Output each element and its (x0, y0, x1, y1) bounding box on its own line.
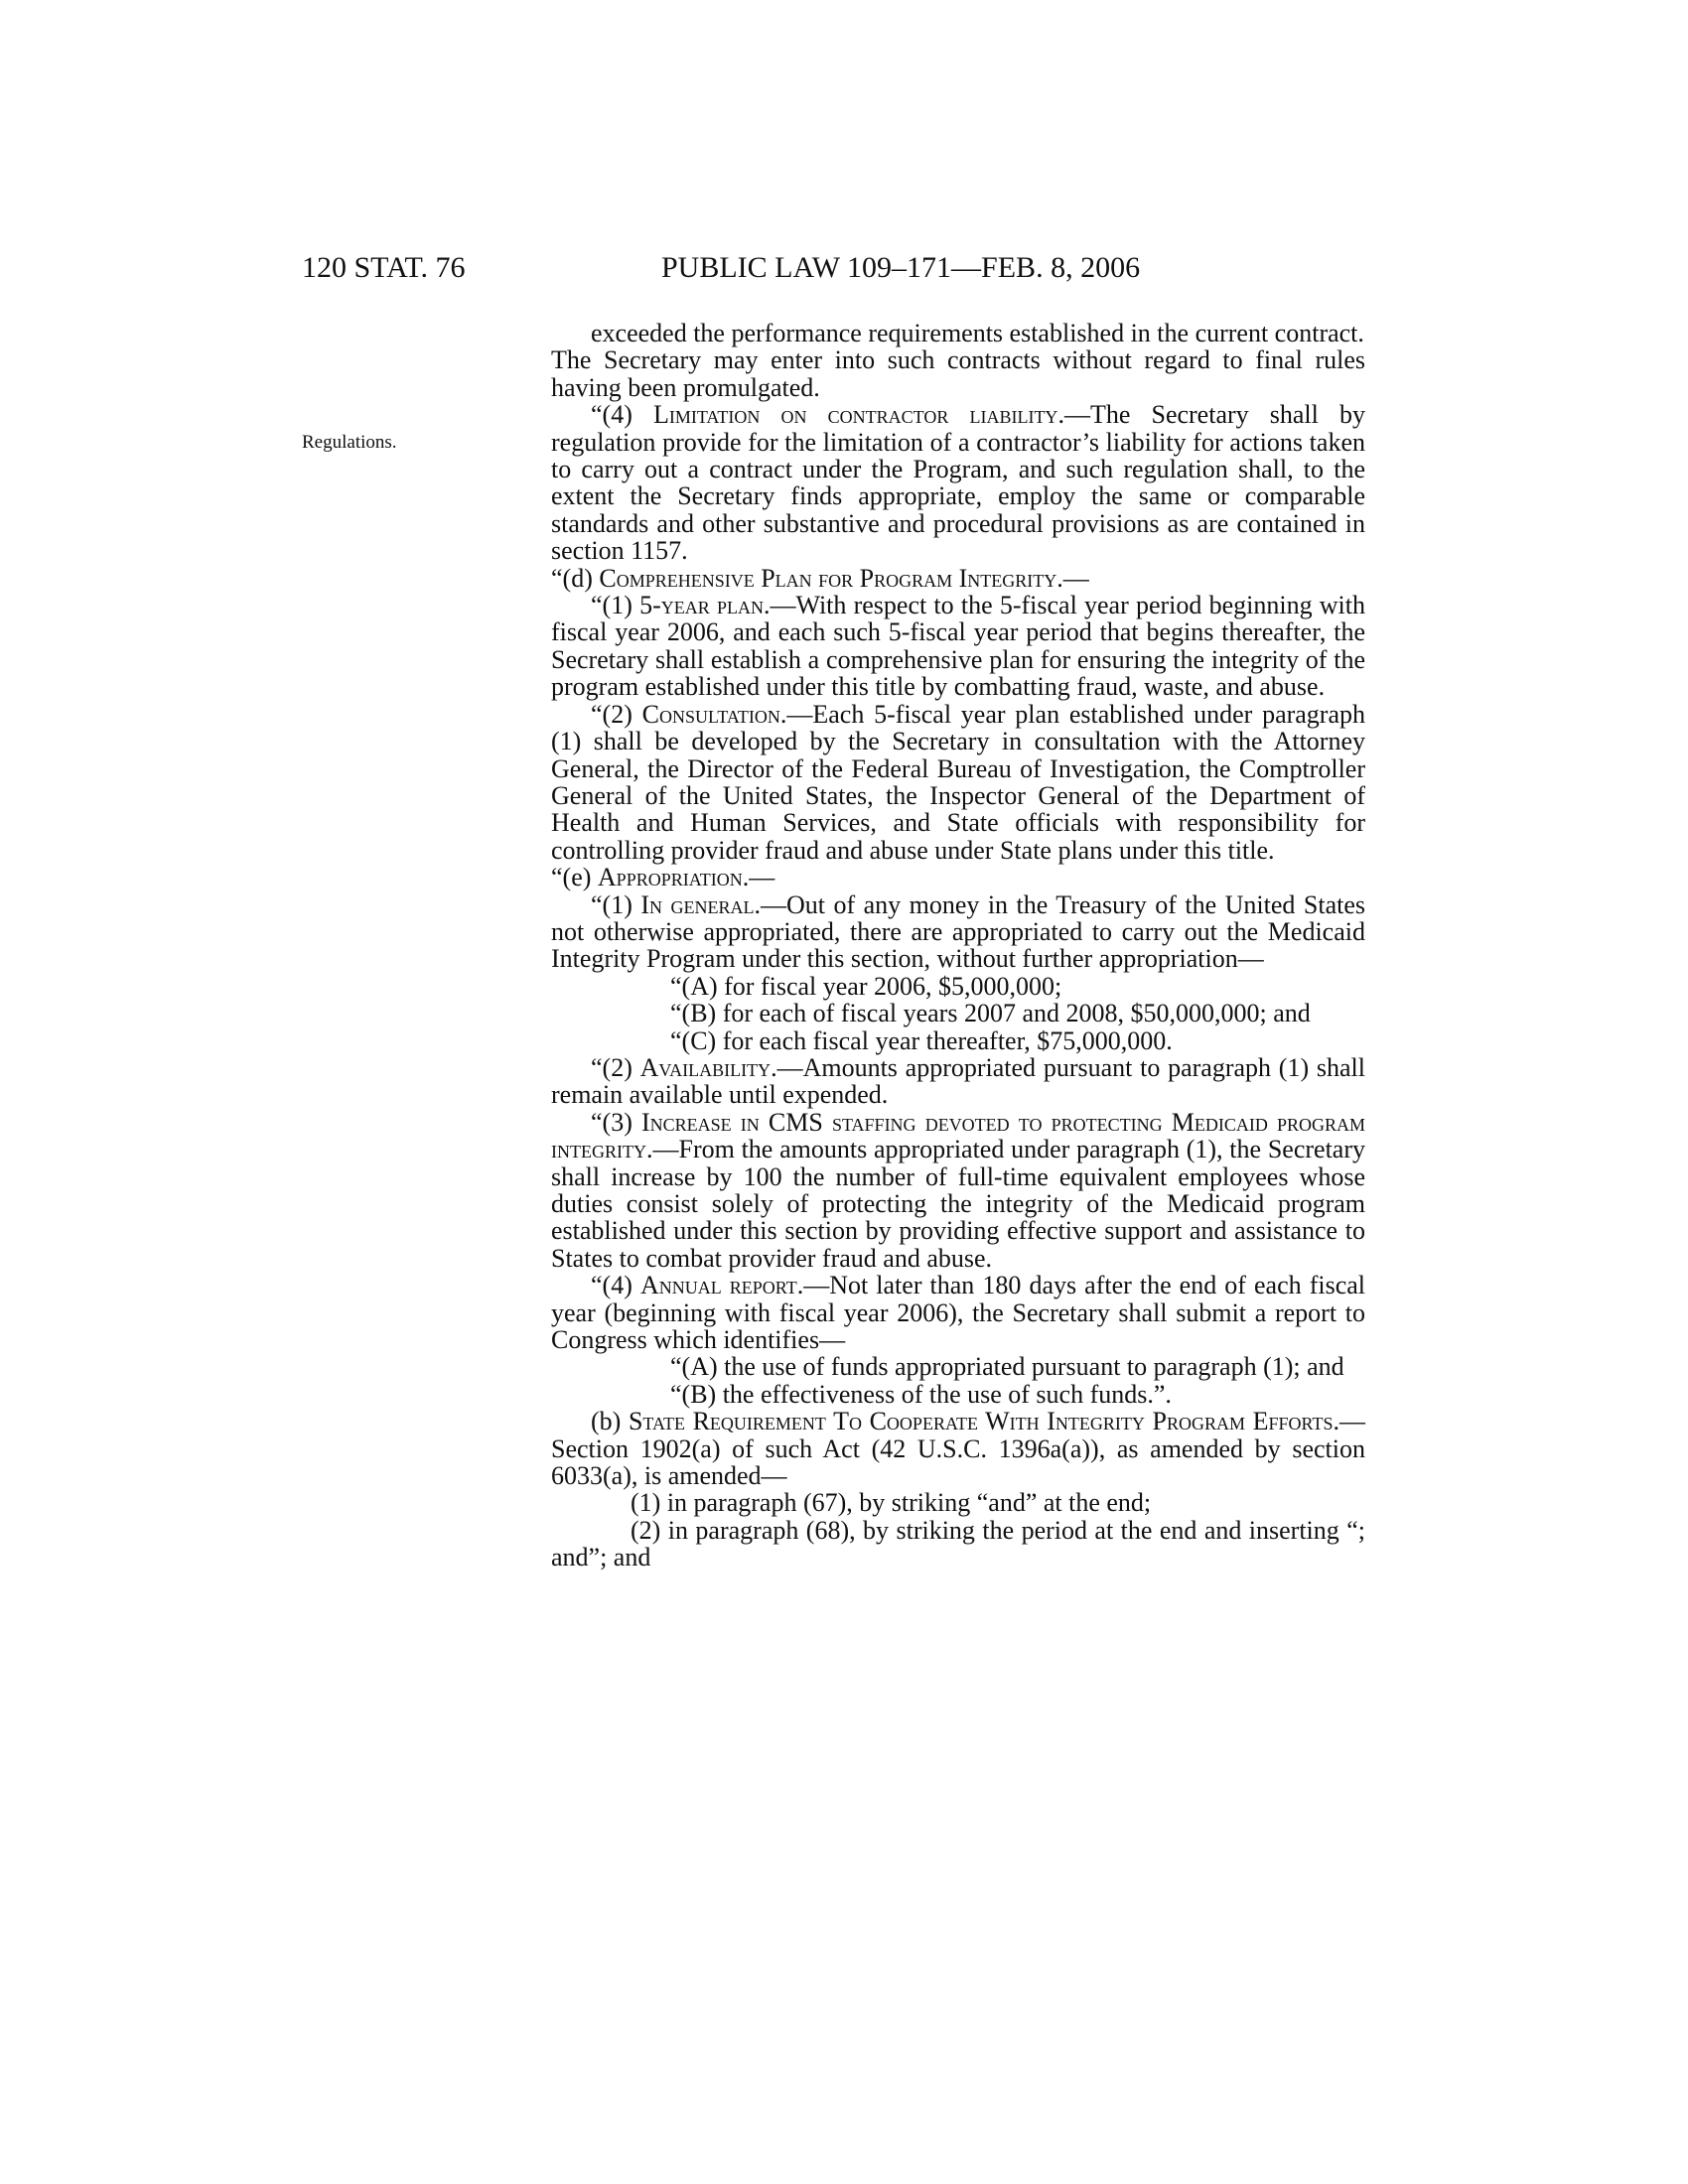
running-header: PUBLIC LAW 109–171—FEB. 8, 2006 (661, 251, 1141, 284)
paragraph-cms-staffing: “(3) Increase in CMS staffing devoted to protecting Medicaid program integrity.—From the amounts appropriated under paragraph (1), the Secretary shall increase by 100 the number of full-time equivalent employees whose duties consist solely of protecting the integrity of the Medicaid program established under this section by providing effective support and assistance to States to combat provider fraud and abuse. (551, 1107, 1366, 1273)
subsection-heading-e: “(e) Appropriation.— (551, 863, 775, 892)
margin-note: Regulations. (302, 432, 397, 453)
paragraph-5-year-plan: “(1) 5-year plan.—With respect to the 5-fiscal year period beginning with fiscal year 2006, and each such 5-fiscal year period that begins thereafter, the Secretary shall establish a comprehensive plan for ensuring the integrity of the program established under this title by combatting fraud, waste, and abuse. (551, 591, 1366, 702)
page-number: 120 STAT. 76 (302, 251, 466, 284)
subparagraph-c-thereafter: “(C) for each fiscal year thereafter, $75,000,000. (670, 1025, 1173, 1055)
paragraph-continued: exceeded the performance requirements established in the current contract. (591, 319, 1364, 347)
subparagraph-a-use-of-funds: “(A) the use of funds appropriated pursuant to paragraph (1); and (670, 1352, 1344, 1382)
paragraph-availability: “(2) Availability.—Amounts appropriated pursuant to paragraph (1) shall remain available until expended. (551, 1052, 1365, 1110)
paragraph-contractor-liability: “(4) Limitation on contractor liability.—The Secretary shall by regulation provide for the limitation of a contractor’s liability for actions taken to carry out a contract under the Program, and such regulation shall, to the extent the Secretary finds appropriate, employ the same or comparable standards and other substantive and procedural provisions as are contained in section 1157. (551, 400, 1365, 566)
paragraph-in-general: “(1) In general.—Out of any money in the Treasury of the United States not otherwise appropriated, there are appropriated to carry out the Medicaid Integrity Program under this section, without further appropriation— (551, 889, 1365, 974)
subsection-heading-d: “(d) Comprehensive Plan for Program Integrity.— (551, 563, 1089, 593)
subparagraph-b-2007-2008: “(B) for each of fiscal years 2007 and 2008, $50,000,000; and (670, 999, 1311, 1028)
paragraph-consultation: “(2) Consultation.—Each 5-fiscal year plan established under paragraph (1) shall be developed by the Secretary in consultation with the Attorney General, the Director of the Federal Bureau of Investigation, the Comptroller General of the United States, the Inspector General of the Department of Health and Human Services, and State officials with responsibility for controlling provider fraud and abuse under State plans under this title. (551, 699, 1366, 865)
amendment-item-2: (2) in paragraph (68), by striking the period at the end and inserting “; and”; and (551, 1515, 1365, 1572)
subsection-b-state-requirement: (b) State Requirement To Cooperate With Integrity Program Efforts.—Section 1902(a) of such Act (42 U.S.C. 1396a(a)), as amended by section 6033(a), is amended— (551, 1407, 1365, 1491)
subparagraph-a-2006: “(A) for fiscal year 2006, $5,000,000; (670, 971, 1062, 1001)
subparagraph-b-effectiveness: “(B) the effectiveness of the use of such funds.”. (670, 1379, 1172, 1409)
paragraph-annual-report: “(4) Annual report.—Not later than 180 days after the end of each fiscal year (beginning with fiscal year 2006), the Secretary shall submit a report to Congress which identifies— (551, 1271, 1366, 1355)
paragraph-flush: The Secretary may enter into such contracts without regard to final rules having been promulgated. (551, 345, 1365, 402)
statute-body (551, 320, 1365, 1571)
amendment-item-1: (1) in paragraph (67), by striking “and” at the end; (631, 1488, 1152, 1518)
